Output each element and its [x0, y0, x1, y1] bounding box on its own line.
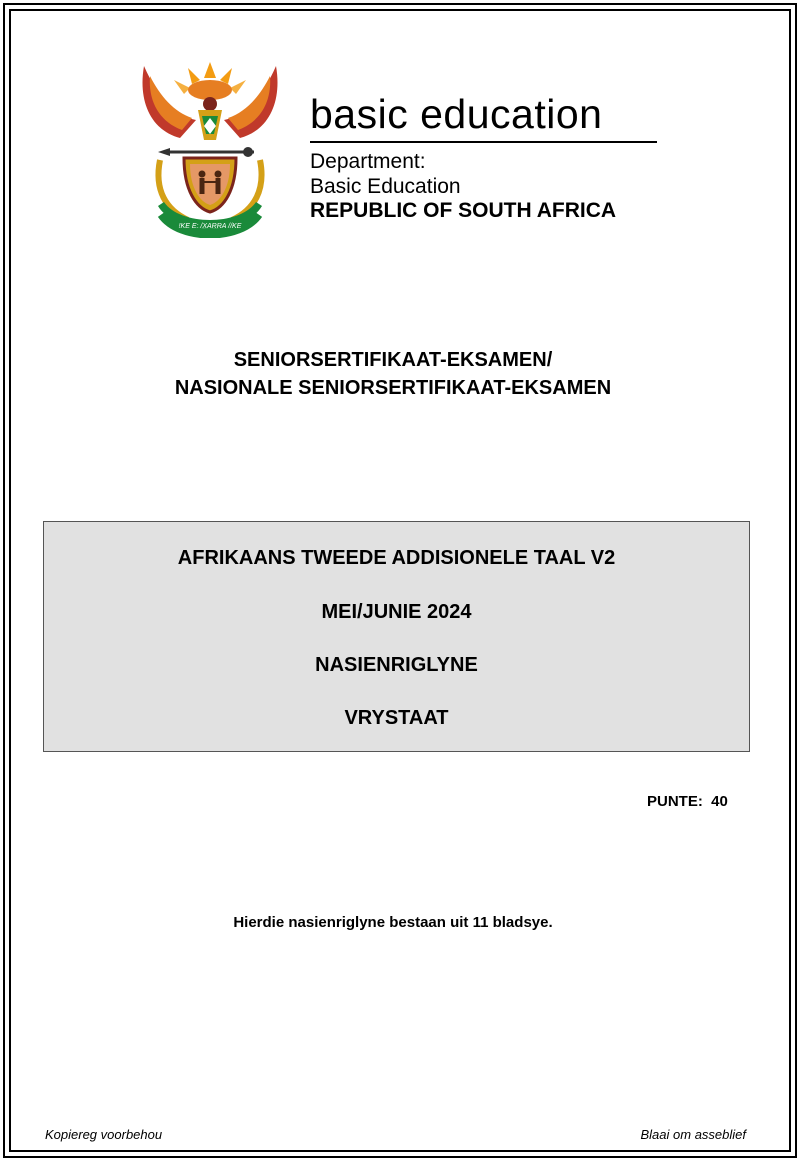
country-name: REPUBLIC OF SOUTH AFRICA: [310, 199, 617, 222]
department-label: Department:: [310, 150, 426, 173]
exam-title-line-2: NASIONALE SENIORSERTIFIKAAT-EKSAMEN: [174, 377, 612, 399]
crest-shield: [184, 158, 236, 212]
crest-motto-text: !KE E: /XARRA //KE: [178, 223, 242, 230]
exam-title-line-1: SENIORSERTIFIKAAT-EKSAMEN/: [233, 349, 553, 371]
brand-title: basic education: [310, 91, 603, 137]
exam-session: MEI/JUNIE 2024: [321, 601, 472, 623]
copyright-note: Kopiereg voorbehou: [45, 1127, 163, 1142]
crest-spear: [158, 147, 254, 157]
brand-divider: [310, 141, 657, 143]
crest-secretary-bird: [198, 97, 222, 140]
province-name: VRYSTAAT: [344, 707, 449, 729]
subject-box: [43, 521, 750, 752]
document-type: NASIENRIGLYNE: [315, 654, 478, 676]
total-marks: PUNTE: 40: [647, 793, 728, 810]
turn-over-note: Blaai om asseblief: [640, 1127, 746, 1142]
coat-of-arms-logo: [136, 60, 284, 238]
subject-title: AFRIKAANS TWEEDE ADDISIONELE TAAL V2: [177, 547, 616, 569]
page-count-note: Hierdie nasienriglyne bestaan uit 11 bladsye.: [233, 914, 553, 931]
crest-sun: [174, 62, 246, 100]
department-name: Basic Education: [310, 175, 461, 198]
